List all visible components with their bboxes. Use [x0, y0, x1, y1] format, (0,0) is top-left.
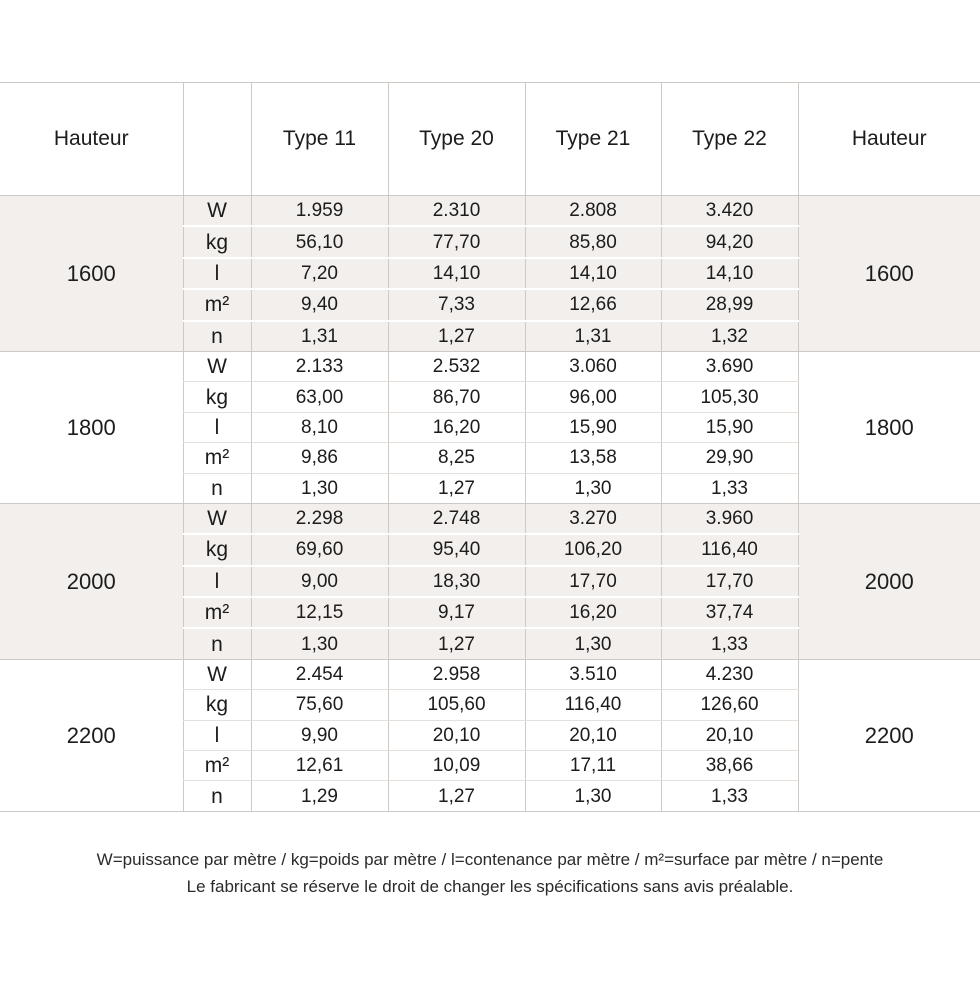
spec-table: [0, 82, 980, 812]
value-cell: 13,58: [525, 443, 661, 473]
value-cell: 10,09: [388, 751, 525, 781]
value-cell: 2.808: [525, 196, 661, 227]
header-type-21: Type 21: [525, 83, 661, 196]
value-cell: 15,90: [525, 412, 661, 442]
value-cell: 28,99: [661, 289, 798, 320]
value-cell: 1,31: [251, 321, 388, 352]
height-label-right: 1800: [798, 351, 980, 503]
unit-label: W: [183, 196, 251, 227]
value-cell: 1,30: [525, 473, 661, 503]
value-cell: 116,40: [525, 690, 661, 720]
header-unit-blank: [183, 83, 251, 196]
value-cell: 1,27: [388, 321, 525, 352]
unit-label: n: [183, 473, 251, 503]
value-cell: 17,70: [525, 566, 661, 597]
value-cell: 9,86: [251, 443, 388, 473]
value-cell: 12,15: [251, 597, 388, 628]
header-row: [0, 83, 980, 196]
value-cell: 3.060: [525, 351, 661, 381]
value-cell: 1,27: [388, 628, 525, 659]
height-label-left: 2000: [0, 503, 183, 659]
value-cell: 7,33: [388, 289, 525, 320]
value-cell: 105,30: [661, 382, 798, 412]
value-cell: 96,00: [525, 382, 661, 412]
value-cell: 69,60: [251, 534, 388, 565]
value-cell: 16,20: [388, 412, 525, 442]
value-cell: 20,10: [525, 720, 661, 750]
value-cell: 8,25: [388, 443, 525, 473]
value-cell: 1,27: [388, 473, 525, 503]
header-height-left: Hauteur: [0, 83, 183, 196]
value-cell: 12,66: [525, 289, 661, 320]
value-cell: 8,10: [251, 412, 388, 442]
value-cell: 1,30: [251, 473, 388, 503]
value-cell: 75,60: [251, 690, 388, 720]
value-cell: 95,40: [388, 534, 525, 565]
value-cell: 1,29: [251, 781, 388, 811]
value-cell: 38,66: [661, 751, 798, 781]
value-cell: 86,70: [388, 382, 525, 412]
unit-label: kg: [183, 690, 251, 720]
value-cell: 1,30: [525, 628, 661, 659]
unit-label: kg: [183, 534, 251, 565]
value-cell: 2.310: [388, 196, 525, 227]
height-label-right: 1600: [798, 196, 980, 352]
value-cell: 77,70: [388, 226, 525, 257]
height-label-right: 2200: [798, 659, 980, 811]
table-row: [0, 503, 980, 534]
height-label-left: 1600: [0, 196, 183, 352]
unit-label: m²: [183, 443, 251, 473]
value-cell: 9,00: [251, 566, 388, 597]
value-cell: 1,30: [251, 628, 388, 659]
value-cell: 1,30: [525, 781, 661, 811]
header-type-22: Type 22: [661, 83, 798, 196]
height-group-1800: [0, 351, 980, 503]
unit-label: W: [183, 351, 251, 381]
value-cell: 1,27: [388, 781, 525, 811]
value-cell: 3.270: [525, 503, 661, 534]
value-cell: 94,20: [661, 226, 798, 257]
legend-abbreviations: W=puissance par mètre / kg=poids par mètre / l=contenance par mètre / m²=surface par mètre / n=pente: [96, 850, 884, 869]
unit-label: m²: [183, 289, 251, 320]
value-cell: 4.230: [661, 659, 798, 689]
value-cell: 37,74: [661, 597, 798, 628]
value-cell: 2.454: [251, 659, 388, 689]
value-cell: 126,60: [661, 690, 798, 720]
value-cell: 18,30: [388, 566, 525, 597]
value-cell: 14,10: [661, 258, 798, 289]
height-group-1600: [0, 196, 980, 352]
value-cell: 3.960: [661, 503, 798, 534]
height-label-left: 2200: [0, 659, 183, 811]
value-cell: 1,33: [661, 628, 798, 659]
value-cell: 2.298: [251, 503, 388, 534]
value-cell: 105,60: [388, 690, 525, 720]
value-cell: 29,90: [661, 443, 798, 473]
header-type-20: Type 20: [388, 83, 525, 196]
height-group-2000: [0, 503, 980, 659]
height-group-2200: [0, 659, 980, 811]
unit-label: m²: [183, 597, 251, 628]
unit-label: l: [183, 258, 251, 289]
unit-label: l: [183, 566, 251, 597]
value-cell: 16,20: [525, 597, 661, 628]
value-cell: 2.133: [251, 351, 388, 381]
value-cell: 14,10: [388, 258, 525, 289]
value-cell: 116,40: [661, 534, 798, 565]
value-cell: 2.958: [388, 659, 525, 689]
value-cell: 63,00: [251, 382, 388, 412]
value-cell: 1,32: [661, 321, 798, 352]
unit-label: W: [183, 503, 251, 534]
value-cell: 85,80: [525, 226, 661, 257]
value-cell: 1.959: [251, 196, 388, 227]
value-cell: 3.510: [525, 659, 661, 689]
value-cell: 2.532: [388, 351, 525, 381]
unit-label: n: [183, 628, 251, 659]
header-height-right: Hauteur: [798, 83, 980, 196]
value-cell: 56,10: [251, 226, 388, 257]
unit-label: W: [183, 659, 251, 689]
table-row: [0, 196, 980, 227]
unit-label: l: [183, 412, 251, 442]
value-cell: 9,17: [388, 597, 525, 628]
unit-label: kg: [183, 382, 251, 412]
value-cell: 2.748: [388, 503, 525, 534]
value-cell: 1,31: [525, 321, 661, 352]
height-label-right: 2000: [798, 503, 980, 659]
unit-label: n: [183, 321, 251, 352]
height-label-left: 1800: [0, 351, 183, 503]
unit-label: n: [183, 781, 251, 811]
value-cell: 15,90: [661, 412, 798, 442]
value-cell: 17,70: [661, 566, 798, 597]
value-cell: 1,33: [661, 473, 798, 503]
unit-label: l: [183, 720, 251, 750]
value-cell: 20,10: [661, 720, 798, 750]
unit-label: m²: [183, 751, 251, 781]
value-cell: 3.420: [661, 196, 798, 227]
value-cell: 20,10: [388, 720, 525, 750]
value-cell: 17,11: [525, 751, 661, 781]
value-cell: 9,40: [251, 289, 388, 320]
value-cell: 14,10: [525, 258, 661, 289]
legend: [0, 846, 980, 900]
value-cell: 3.690: [661, 351, 798, 381]
table-row: [0, 351, 980, 381]
table-header: [0, 83, 980, 196]
value-cell: 106,20: [525, 534, 661, 565]
value-cell: 9,90: [251, 720, 388, 750]
value-cell: 1,33: [661, 781, 798, 811]
value-cell: 12,61: [251, 751, 388, 781]
value-cell: 7,20: [251, 258, 388, 289]
unit-label: kg: [183, 226, 251, 257]
header-type-11: Type 11: [251, 83, 388, 196]
table-row: [0, 659, 980, 689]
legend-disclaimer: Le fabricant se réserve le droit de changer les spécifications sans avis préalable.: [186, 877, 794, 896]
